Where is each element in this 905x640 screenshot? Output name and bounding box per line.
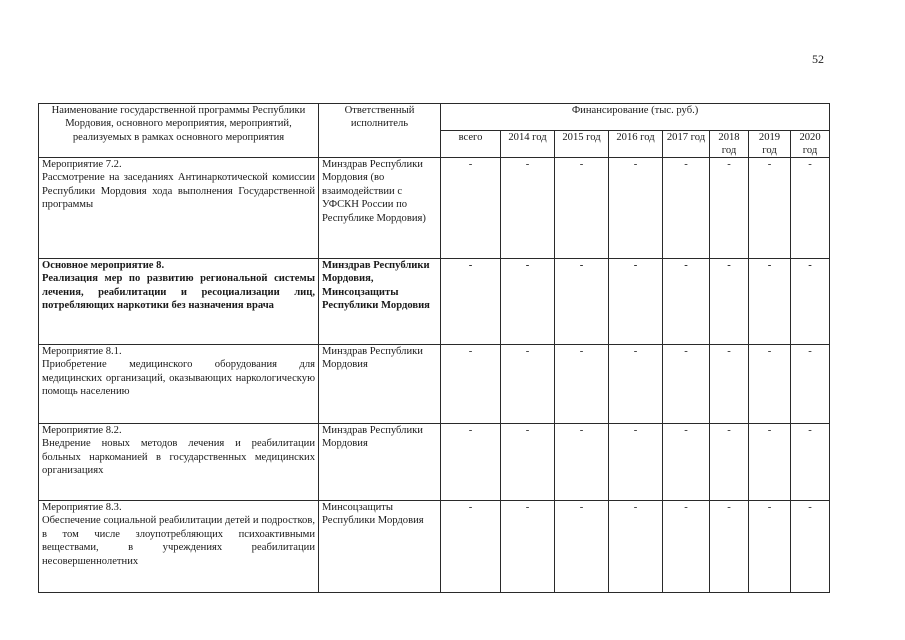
value-cell: - — [609, 158, 663, 259]
value-cell: - — [441, 158, 501, 259]
value-cell: - — [609, 501, 663, 593]
value-cell: - — [749, 158, 791, 259]
value-cell: - — [501, 259, 555, 345]
table-row — [39, 424, 830, 501]
value-cell: - — [501, 424, 555, 501]
table-row — [39, 158, 830, 259]
value-cell: - — [663, 501, 710, 593]
row-label: Мероприятие 8.2. — [42, 425, 122, 436]
header-col-total: всего — [441, 131, 501, 158]
value-cell: - — [663, 158, 710, 259]
row-executor: Минздрав Республики Мордовия, Минсоцзащиты Республики Мордовия — [319, 259, 441, 345]
table-row — [39, 345, 830, 424]
value-cell: - — [555, 345, 609, 424]
row-name-cell — [39, 259, 319, 345]
row-name-cell — [39, 501, 319, 593]
value-cell: - — [501, 345, 555, 424]
value-cell: - — [555, 501, 609, 593]
row-text: Обеспечение социальной реабилитации детей и подростков, в том числе злоупотребляющих психоактивными веществами, в учреждениях реабилитации несовершеннолетних — [42, 515, 315, 567]
row-name-cell — [39, 424, 319, 501]
table-row — [39, 259, 830, 345]
row-text: Рассмотрение на заседаниях Антинаркотической комиссии Республики Мордовия хода выполнения Государственной программы — [42, 172, 315, 211]
row-executor: Минсоцзащиты Республики Мордовия — [319, 501, 441, 593]
value-cell: - — [710, 259, 749, 345]
row-label: Мероприятие 7.2. — [42, 159, 122, 170]
value-cell: - — [501, 501, 555, 593]
header-col-2019: 2019 год — [749, 131, 791, 158]
value-cell: - — [749, 424, 791, 501]
value-cell: - — [791, 345, 830, 424]
row-text: Внедрение новых методов лечения и реабилитации больных наркоманией в государственных медицинских организациях — [42, 438, 315, 477]
value-cell: - — [663, 259, 710, 345]
value-cell: - — [555, 424, 609, 501]
table-row — [39, 501, 830, 593]
header-name: Наименование государственной программы Республики Мордовия, основного мероприятия, мероприятий, реализуемых в рамках основного мероприятия — [39, 104, 319, 158]
header-col-2016: 2016 год — [609, 131, 663, 158]
header-col-2014: 2014 год — [501, 131, 555, 158]
value-cell: - — [791, 158, 830, 259]
value-cell: - — [663, 424, 710, 501]
header-row-top — [39, 104, 830, 131]
row-executor: Минздрав Республики Мордовия — [319, 424, 441, 501]
value-cell: - — [441, 259, 501, 345]
row-label: Мероприятие 8.1. — [42, 346, 122, 357]
row-text: Реализация мер по развитию региональной системы лечения, реабилитации и ресоциализации лиц, потребляющих наркотики без назначения врача — [42, 273, 315, 312]
value-cell: - — [710, 501, 749, 593]
value-cell: - — [749, 345, 791, 424]
header-col-2015: 2015 год — [555, 131, 609, 158]
page-number: 52 — [812, 52, 824, 66]
value-cell: - — [441, 424, 501, 501]
header-col-2018: 2018 год — [710, 131, 749, 158]
value-cell: - — [710, 424, 749, 501]
row-executor: Минздрав Республики Мордовия (во взаимодействии с УФСКН России по Республике Мордовия) — [319, 158, 441, 259]
value-cell: - — [609, 345, 663, 424]
value-cell: - — [663, 345, 710, 424]
header-executor: Ответственный исполнитель — [319, 104, 441, 158]
value-cell: - — [710, 158, 749, 259]
header-col-2017: 2017 год — [663, 131, 710, 158]
row-executor: Минздрав Республики Мордовия — [319, 345, 441, 424]
row-name-cell — [39, 158, 319, 259]
value-cell: - — [749, 259, 791, 345]
value-cell: - — [609, 259, 663, 345]
value-cell: - — [749, 501, 791, 593]
value-cell: - — [555, 158, 609, 259]
value-cell: - — [441, 345, 501, 424]
program-table — [38, 103, 830, 593]
value-cell: - — [609, 424, 663, 501]
value-cell: - — [501, 158, 555, 259]
value-cell: - — [441, 501, 501, 593]
value-cell: - — [791, 501, 830, 593]
row-label: Основное мероприятие 8. — [42, 260, 165, 271]
row-name-cell — [39, 345, 319, 424]
value-cell: - — [791, 424, 830, 501]
header-financing: Финансирование (тыс. руб.) — [441, 104, 830, 131]
header-col-2020: 2020 год — [791, 131, 830, 158]
value-cell: - — [555, 259, 609, 345]
row-text: Приобретение медицинского оборудования для медицинских организаций, оказывающих наркологическую помощь населению — [42, 359, 315, 398]
value-cell: - — [791, 259, 830, 345]
value-cell: - — [710, 345, 749, 424]
row-label: Мероприятие 8.3. — [42, 502, 122, 513]
